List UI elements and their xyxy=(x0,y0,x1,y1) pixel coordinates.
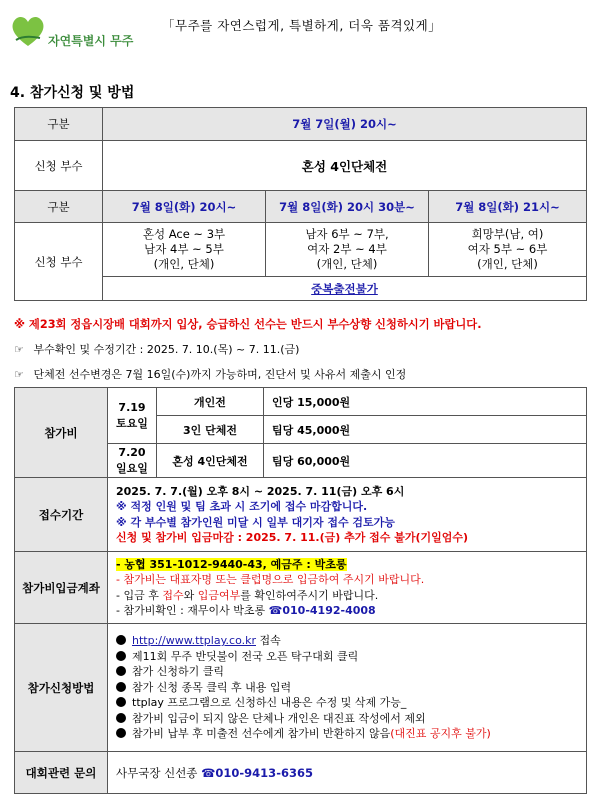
method-line xyxy=(116,711,586,727)
division-line: 희망부(남, 여) xyxy=(471,227,544,241)
no-duplicate-text: 중복출전불가 xyxy=(311,281,378,296)
session-time: 7월 8일(화) 21시~ xyxy=(429,191,587,223)
division-line: (개인, 단체) xyxy=(153,257,215,271)
period-line: ※ 각 부수별 참가인원 미달 시 일부 대기자 접수 검토가능 xyxy=(116,515,395,529)
period-label: 접수기간 xyxy=(15,478,108,552)
contact-name: 사무국장 신선종 xyxy=(116,765,202,780)
contact-label: 대회관련 문의 xyxy=(15,752,108,794)
division-line: 여자 5부 ~ 6부 xyxy=(467,242,548,256)
method-text: 접속 xyxy=(256,634,281,648)
account-line xyxy=(116,603,586,619)
note-text: 단체전 선수변경은 7월 16일(수)까지 가능하며, 진단서 및 사유서 제출시 인정 xyxy=(33,368,407,381)
method-text: 제11회 무주 반딧불이 전국 오픈 탁구대회 클릭 xyxy=(132,649,359,663)
fee-date-part: 토요일 xyxy=(116,416,148,430)
session-divisions xyxy=(103,223,266,277)
bullet-icon xyxy=(116,635,126,645)
account-text: - 입금 후 xyxy=(116,588,163,602)
note-item xyxy=(14,366,594,382)
account-cell xyxy=(108,552,587,624)
section-title: 4. 참가신청 및 방법 xyxy=(10,85,135,101)
row2-value: 혼성 4인단체전 xyxy=(103,141,587,191)
bullet-icon xyxy=(116,713,126,723)
division-line: 남자 6부 ~ 7부, xyxy=(305,227,389,241)
fee-date xyxy=(108,444,157,478)
contact-phone: ☎010-9413-6365 xyxy=(201,765,313,780)
account-highlight: 접수 xyxy=(162,588,184,602)
account-line: - 참가비는 대표자명 또는 클럽명으로 입금하여 주시기 바랍니다. xyxy=(116,573,425,586)
bank-account: - 농협 351-1012-9440-43, 예금주 : 박초롱 xyxy=(116,557,347,571)
fee-amount: 인당 15,000원 xyxy=(264,388,587,416)
fee-date-text xyxy=(108,445,156,477)
row3-label: 구분 xyxy=(15,191,103,223)
account-highlight: 입금여부 xyxy=(197,588,241,602)
slogan: 「무주를 자연스럽게, 특별하게, 더욱 품격있게」 xyxy=(162,18,442,33)
account-line xyxy=(116,557,586,573)
fee-label: 참가비 xyxy=(15,388,108,478)
method-label: 참가신청방법 xyxy=(15,624,108,752)
method-text: 참가비 납부 후 미출전 선수에게 참가비 반환하지 않음 xyxy=(132,727,391,741)
period-line: ※ 적정 인원 및 팀 초과 시 조기에 접수 마감합니다. xyxy=(116,500,368,513)
division-line: (개인, 단체) xyxy=(477,257,538,271)
account-line xyxy=(116,588,586,604)
method-line xyxy=(116,726,586,742)
method-line xyxy=(116,695,586,711)
session-time: 7월 8일(화) 20시~ xyxy=(103,191,266,223)
method-text: 참가비 입금이 되지 않은 단체나 개인은 대진표 작성에서 제외 xyxy=(132,711,426,725)
fee-event: 개인전 xyxy=(157,388,264,416)
fee-date xyxy=(108,388,157,444)
fee-date-text xyxy=(108,400,156,432)
note-text: 부수확인 및 수정기간 : 2025. 7. 10.(목) ~ 7. 11.(금) xyxy=(33,343,300,356)
fee-date-part: 7.20 xyxy=(118,445,146,459)
notes xyxy=(14,316,594,382)
fee-event: 3인 단체전 xyxy=(157,416,264,444)
schedule-table xyxy=(14,107,587,301)
period-line: 2025. 7. 7.(월) 오후 8시 ~ 2025. 7. 11(금) 오후 6시 xyxy=(116,484,405,498)
row2-label: 신청 부수 xyxy=(15,141,103,191)
pointing-hand-icon: ☞ xyxy=(14,368,24,381)
row1-value: 7월 7일(월) 20시~ xyxy=(103,108,587,141)
method-line xyxy=(116,633,586,649)
account-label: 참가비입금계좌 xyxy=(15,552,108,624)
bullet-icon xyxy=(116,728,126,738)
no-duplicate-cell xyxy=(103,277,587,301)
method-text: 참가 신청 종목 클릭 후 내용 입력 xyxy=(132,680,292,694)
upgrade-warning: ※ 제23회 정읍시장배 대회까지 입상, 승급하신 선수는 반드시 부수상향 신청하시기 바랍니다. xyxy=(14,318,482,331)
session-divisions xyxy=(429,223,587,277)
contact-cell xyxy=(108,752,587,794)
logo-text: 자연특별시 무주 xyxy=(48,34,134,48)
fee-date-part: 일요일 xyxy=(116,461,148,475)
note-item xyxy=(14,341,594,357)
row1-label: 구분 xyxy=(15,108,103,141)
method-text: 참가 신청하기 클릭 xyxy=(132,665,225,679)
logo xyxy=(10,14,150,54)
details-table xyxy=(14,387,587,794)
account-text: 와 xyxy=(183,588,198,602)
session-divisions xyxy=(266,223,429,277)
period-cell xyxy=(108,478,587,552)
fee-event: 혼성 4인단체전 xyxy=(157,444,264,478)
bullet-icon xyxy=(116,697,126,707)
account-text: - 참가비확인 : 재무이사 박초롱 xyxy=(116,604,269,617)
account-text: 를 확인하여주시기 바랍니다. xyxy=(240,588,379,602)
session-time: 7월 8일(화) 20시 30분~ xyxy=(266,191,429,223)
bullet-icon xyxy=(116,666,126,676)
method-text: ttplay 프로그램으로 신청하신 내용은 수정 및 삭제 가능_ xyxy=(132,696,407,710)
fee-amount: 팀당 60,000원 xyxy=(264,444,587,478)
account-phone: ☎010-4192-4008 xyxy=(268,604,376,617)
division-line: (개인, 단체) xyxy=(316,257,378,271)
division-line: 남자 4부 ~ 5부 xyxy=(144,242,224,256)
division-line: 여자 2부 ~ 4부 xyxy=(307,242,387,256)
method-cell xyxy=(108,624,587,752)
method-line xyxy=(116,664,586,680)
fee-date-part: 7.19 xyxy=(118,400,146,414)
heart-logo-icon xyxy=(10,14,46,48)
bullet-icon xyxy=(116,651,126,661)
ttplay-link[interactable]: http://www.ttplay.co.kr xyxy=(132,634,256,648)
method-line xyxy=(116,649,586,665)
pointing-hand-icon: ☞ xyxy=(14,343,24,356)
row4-label: 신청 부수 xyxy=(15,223,103,301)
fee-amount: 팀당 45,000원 xyxy=(264,416,587,444)
bullet-icon xyxy=(116,682,126,692)
page-header xyxy=(0,0,600,60)
method-line xyxy=(116,680,586,696)
division-line: 혼성 Ace ~ 3부 xyxy=(142,227,226,241)
period-line: 신청 및 참가비 입금마감 : 2025. 7. 11.(금) 추가 접수 불가(기일엄수) xyxy=(116,531,469,544)
method-note: (대진표 공지후 불가) xyxy=(390,727,491,741)
